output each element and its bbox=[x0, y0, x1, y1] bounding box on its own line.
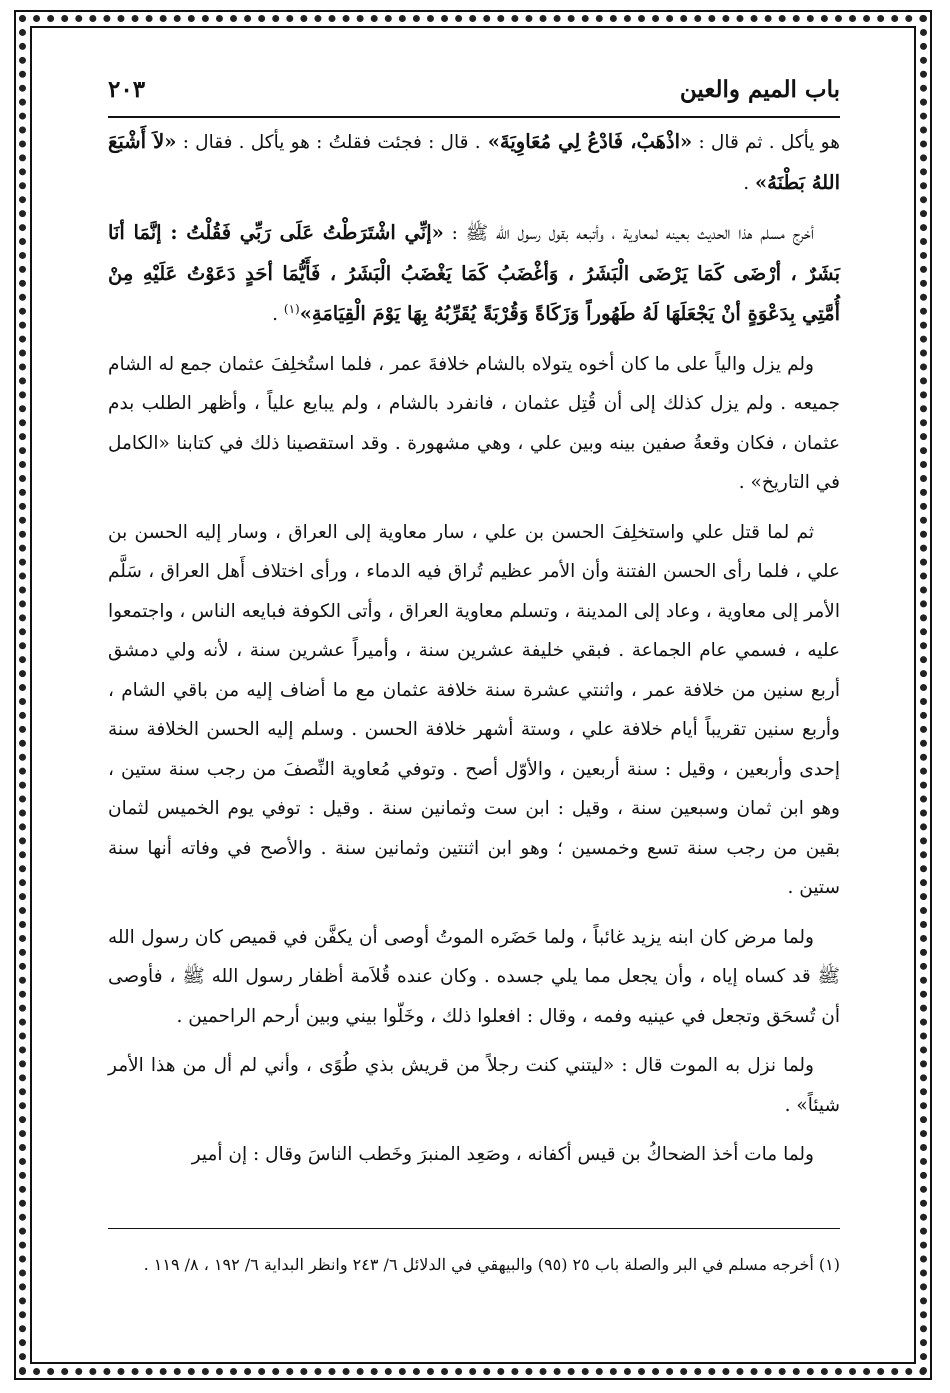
paragraph-6: ولما نزل به الموت قال : «ليتني كنت رجلاً من قريش بذي طُوًى ، وأني لم أل من هذا الأمر شيئاً» . bbox=[108, 1055, 840, 1116]
footnote-rule bbox=[108, 1228, 840, 1229]
footnote-reference[interactable]: (١) bbox=[283, 301, 300, 316]
text-run: أخرج مسلم هذا الحديث بعينه لمعاوية ، وأتبعه بقول رسول الله ﷺ : bbox=[443, 223, 814, 244]
text-run: هو يأكل . ثم قال : bbox=[692, 132, 840, 153]
paragraph-1 bbox=[108, 122, 840, 203]
footnote: (١) أخرجه مسلم في البر والصلة باب ٢٥ (٩٥) والبيهقي في الدلائل ٦/ ٢٤٣ وانظر البداية ٦/ ١٩٢ ، ٨/ ١١٩ . bbox=[143, 1255, 840, 1274]
paragraph-5: ولما مرض كان ابنه يزيد غائباً ، ولما حَضَره الموتُ أوصى أن يكفَّن في قميص كان رسول الله ﷺ قد كساه إياه ، وأن يجعل مما يلي جسده . وكان عنده قُلاَمة أظفار رسول الله ﷺ ، فأوصى أن تُسحَق وتجعل في عينيه وفمه ، وقال : افعلوا ذلك ، وخَلّوا بيني وبين أرحم الراحمين . bbox=[108, 926, 840, 1027]
paragraph-2 bbox=[108, 213, 840, 335]
hadith-quote: «اذْهَبْ، فَادْعُ لِي مُعَاوِيَةَ» bbox=[480, 130, 693, 153]
chapter-title: باب الميم والعين bbox=[679, 76, 840, 103]
text-run: . قال : فجئت فقلتُ : هو يأكل . فقال : bbox=[176, 132, 481, 153]
paragraph-4: ثم لما قتل علي واستخلِفَ الحسن بن علي ، سار معاوية إلى العراق ، وسار إليه الحسن بن علي ، فلما رأى الحسن الفتنة وأن الأمر عظيم تُراق فيه الدماء ، ورأى اختلاف أَهل العراق ، سَلَّم الأمر إلى معاوية ، وعاد إلى المدينة ، وتسلم معاوية العراق ، وأتى الكوفة فبايعه الناس ، واجتمعوا عليه ، فسمي عام الجماعة . فبقي خليفة عشرين سنة ، وأميراً عشرين سنة ، لأنه ولي دمشق أربع سنين من خلافة عمر ، واثنتي عشرة سنة خلافة عثمان مع ما أضاف إليه من باقي الشام ، وأربع سنين تقريباً أيام خلافة علي ، وستة أشهر خلافة الحسن . وسلم إليه الحسن الخلافة سنة إحدى وأربعين ، وقيل : سنة أربعين ، والأوّل أصح . وتوفي مُعاوية النِّصفَ من رجب سنة ستين ، وهو ابن ثمان وسبعين سنة ، وقيل : ابن ست وثمانين سنة . وقيل : توفي يوم الخميس لثمان بقين من رجب سنة تسع وخمسين ؛ وهو ابن اثنتين وثمانين سنة . والأصح في وفاته أنها سنة ستين . bbox=[108, 521, 840, 898]
text-run: . bbox=[743, 172, 755, 194]
page-number: ٢٠٣ bbox=[108, 76, 146, 103]
text-run: . bbox=[272, 304, 284, 325]
paragraph-3: ولم يزل والياً على ما كان أخوه يتولاه بالشام خلافةَ عمر ، فلما استُخلِفَ عثمان جمع له الشام جميعه . ولم يزل كذلك إلى أن قُتِل عثمان ، فانفرد بالشام ، ولم يبايع علياً ، وأظهر الطلب بدم عثمان ، فكان وقعةُ صفين بينه وبين علي ، وهي مشهورة . وقد استقصينا ذلك في كتابنا «الكامل في التاريخ» . bbox=[108, 353, 840, 493]
hadith-quote: «لاَ أَشْبَعَ اللهُ بَطْنَهُ» bbox=[108, 130, 840, 194]
paragraph-7: ولما مات أخذ الضحاكُ بن قيس أكفانه ، وصَعِد المنبرَ وخَطب الناسَ وقال : إن أمير bbox=[191, 1144, 814, 1165]
hadith-quote: «إنِّي اشْتَرَطْتُ عَلَى رَبِّي فَقُلْتُ : إنَّمَا أنَا بَشَرٌ ، أرْضَى كَمَا يَرْضَى الْبَشَرُ ، وَأغْضَبُ كَمَا يَغْضَبُ الْبَشَرُ ، فَأَيُّمَا أحَدٍ دَعَوْتُ عَلَيْهِ مِنْ أُمَّتِي بِدَعْوَةٍ أنْ يَجْعَلَهَا لَهُ طَهُوراً وَزَكَاةً وَقُرْبَةً يُقَرِّبُهُ بِهَا يَوْمَ الْقِيَامَةِ» bbox=[108, 221, 840, 325]
main-text bbox=[108, 122, 840, 1185]
header-rule bbox=[108, 116, 840, 118]
running-header bbox=[108, 70, 840, 110]
